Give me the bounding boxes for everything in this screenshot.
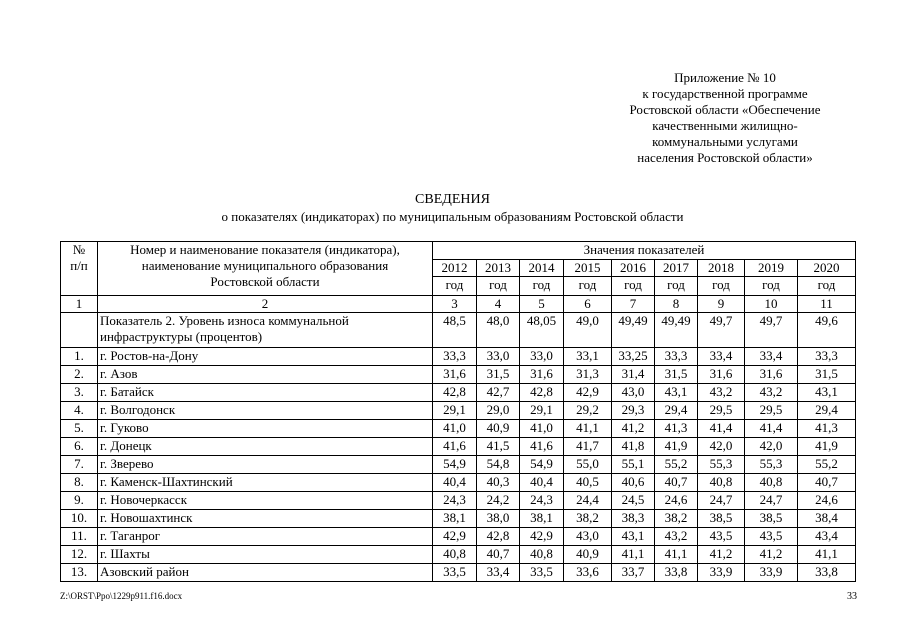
table-row [61, 384, 856, 402]
row-value: 33,1 [564, 348, 612, 366]
table-body [61, 348, 856, 582]
column-number-row [61, 296, 856, 313]
header-name-cell [98, 242, 433, 296]
appendix-line: коммунальными услугами [652, 134, 798, 149]
row-value: 40,3 [477, 474, 520, 492]
indicator-value: 49,49 [655, 313, 698, 348]
row-value: 55,2 [798, 456, 856, 474]
year-cell: 2015 [564, 260, 612, 277]
row-value: 33,4 [745, 348, 798, 366]
row-value: 42,0 [745, 438, 798, 456]
row-value: 41,4 [745, 420, 798, 438]
year-unit-cell: год [520, 277, 564, 296]
row-number: 10. [61, 510, 98, 528]
row-value: 24,2 [477, 492, 520, 510]
appendix-block [600, 70, 850, 166]
year-cell: 2012 [433, 260, 477, 277]
row-value: 33,4 [477, 564, 520, 582]
row-value: 29,4 [798, 402, 856, 420]
row-number: 11. [61, 528, 98, 546]
row-value: 29,5 [745, 402, 798, 420]
row-value: 41,0 [520, 420, 564, 438]
header-name-line: Номер и наименование показателя (индикатора), [130, 242, 400, 257]
row-value: 43,4 [798, 528, 856, 546]
page-number: 33 [847, 591, 857, 602]
row-value: 41,3 [798, 420, 856, 438]
row-value: 24,4 [564, 492, 612, 510]
row-value: 31,6 [698, 366, 745, 384]
row-value: 38,3 [612, 510, 655, 528]
year-unit-cell: год [564, 277, 612, 296]
row-value: 31,5 [655, 366, 698, 384]
table-row [61, 366, 856, 384]
row-value: 41,0 [433, 420, 477, 438]
table-row [61, 492, 856, 510]
row-value: 24,5 [612, 492, 655, 510]
year-cell: 2014 [520, 260, 564, 277]
row-value: 31,6 [745, 366, 798, 384]
row-value: 42,8 [520, 384, 564, 402]
year-cell: 2017 [655, 260, 698, 277]
row-municipality-name: г. Зверево [98, 456, 433, 474]
column-number-cell: 4 [477, 296, 520, 313]
row-municipality-name: г. Донецк [98, 438, 433, 456]
row-value: 31,4 [612, 366, 655, 384]
row-value: 41,9 [655, 438, 698, 456]
row-value: 33,8 [798, 564, 856, 582]
row-value: 41,9 [798, 438, 856, 456]
row-value: 41,1 [564, 420, 612, 438]
indicator-value: 48,5 [433, 313, 477, 348]
row-value: 41,2 [745, 546, 798, 564]
indicator-name-line: инфраструктуры (процентов) [100, 329, 263, 344]
indicator-value: 48,05 [520, 313, 564, 348]
row-value: 41,7 [564, 438, 612, 456]
indicator-value: 48,0 [477, 313, 520, 348]
year-cell: 2019 [745, 260, 798, 277]
row-value: 40,8 [433, 546, 477, 564]
row-municipality-name: г. Новочеркасск [98, 492, 433, 510]
header-name-line: Ростовской области [210, 274, 320, 289]
row-value: 38,4 [798, 510, 856, 528]
row-value: 41,1 [612, 546, 655, 564]
row-value: 40,8 [520, 546, 564, 564]
row-value: 41,6 [433, 438, 477, 456]
row-value: 41,4 [698, 420, 745, 438]
year-unit-cell: год [698, 277, 745, 296]
year-cell: 2013 [477, 260, 520, 277]
indicator-value: 49,49 [612, 313, 655, 348]
row-value: 41,1 [655, 546, 698, 564]
table-row [61, 564, 856, 582]
row-value: 33,5 [520, 564, 564, 582]
row-value: 42,9 [520, 528, 564, 546]
row-value: 24,6 [798, 492, 856, 510]
row-municipality-name: г. Батайск [98, 384, 433, 402]
row-value: 55,3 [745, 456, 798, 474]
row-value: 54,9 [433, 456, 477, 474]
row-value: 42,8 [433, 384, 477, 402]
row-value: 43,1 [655, 384, 698, 402]
row-value: 33,3 [433, 348, 477, 366]
row-value: 40,8 [745, 474, 798, 492]
table-row [61, 456, 856, 474]
row-value: 33,0 [520, 348, 564, 366]
appendix-line: качественными жилищно- [652, 118, 798, 133]
document-subtitle: о показателях (индикаторах) по муниципальным образованиям Ростовской области [221, 209, 684, 224]
row-value: 33,25 [612, 348, 655, 366]
row-value: 38,2 [655, 510, 698, 528]
row-municipality-name: г. Каменск-Шахтинский [98, 474, 433, 492]
column-number-cell: 11 [798, 296, 856, 313]
year-cell: 2016 [612, 260, 655, 277]
indicator-name-cell [98, 313, 433, 348]
row-value: 29,0 [477, 402, 520, 420]
row-value: 38,1 [520, 510, 564, 528]
row-value: 40,8 [698, 474, 745, 492]
row-number: 7. [61, 456, 98, 474]
row-value: 40,7 [798, 474, 856, 492]
indicator-number-cell [61, 313, 98, 348]
year-unit-cell: год [477, 277, 520, 296]
row-value: 55,2 [655, 456, 698, 474]
row-municipality-name: г. Таганрог [98, 528, 433, 546]
row-value: 43,1 [798, 384, 856, 402]
column-number-cell: 3 [433, 296, 477, 313]
row-value: 40,9 [477, 420, 520, 438]
row-value: 40,9 [564, 546, 612, 564]
column-number-cell: 1 [61, 296, 98, 313]
indicator-value: 49,6 [798, 313, 856, 348]
column-number-cell: 6 [564, 296, 612, 313]
row-value: 24,6 [655, 492, 698, 510]
row-municipality-name: г. Волгодонск [98, 402, 433, 420]
row-value: 29,5 [698, 402, 745, 420]
column-number-cell: 2 [98, 296, 433, 313]
footer-file-path: Z:\ORST\Ppo\1229p911.f16.docx [60, 591, 183, 601]
table-row [61, 348, 856, 366]
year-cell: 2020 [798, 260, 856, 277]
row-municipality-name: г. Ростов-на-Дону [98, 348, 433, 366]
row-municipality-name: г. Шахты [98, 546, 433, 564]
row-value: 24,7 [698, 492, 745, 510]
row-value: 43,0 [564, 528, 612, 546]
row-value: 43,1 [612, 528, 655, 546]
row-municipality-name: г. Гуково [98, 420, 433, 438]
row-municipality-name: г. Новошахтинск [98, 510, 433, 528]
table-row [61, 474, 856, 492]
row-value: 40,4 [520, 474, 564, 492]
row-number: 6. [61, 438, 98, 456]
row-value: 33,9 [698, 564, 745, 582]
row-value: 33,5 [433, 564, 477, 582]
row-value: 41,3 [655, 420, 698, 438]
row-number: 9. [61, 492, 98, 510]
appendix-line: Приложение № 10 [674, 70, 776, 85]
row-value: 43,2 [745, 384, 798, 402]
header-row [61, 242, 856, 260]
row-value: 29,4 [655, 402, 698, 420]
header-number-sublabel: п/п [70, 258, 88, 273]
row-value: 40,4 [433, 474, 477, 492]
row-value: 33,3 [655, 348, 698, 366]
row-value: 42,7 [477, 384, 520, 402]
row-value: 55,1 [612, 456, 655, 474]
row-value: 42,9 [433, 528, 477, 546]
row-value: 38,5 [698, 510, 745, 528]
row-value: 31,5 [477, 366, 520, 384]
table-row [61, 546, 856, 564]
row-number: 5. [61, 420, 98, 438]
row-value: 42,0 [698, 438, 745, 456]
row-value: 29,1 [520, 402, 564, 420]
row-municipality-name: г. Азов [98, 366, 433, 384]
year-unit-cell: год [798, 277, 856, 296]
row-value: 55,3 [698, 456, 745, 474]
column-number-cell: 5 [520, 296, 564, 313]
table-row [61, 420, 856, 438]
row-value: 38,1 [433, 510, 477, 528]
indicator-value: 49,7 [698, 313, 745, 348]
row-value: 41,5 [477, 438, 520, 456]
year-unit-cell: год [745, 277, 798, 296]
indicators-table [60, 241, 856, 582]
header-number-cell [61, 242, 98, 296]
column-number-cell: 10 [745, 296, 798, 313]
header-name-line: наименование муниципального образования [141, 258, 389, 273]
row-value: 43,2 [698, 384, 745, 402]
row-municipality-name: Азовский район [98, 564, 433, 582]
indicator-name-line: Показатель 2. Уровень износа коммунальной [100, 313, 349, 328]
table-row [61, 438, 856, 456]
document-title: СВЕДЕНИЯ [415, 192, 490, 207]
column-number-cell: 8 [655, 296, 698, 313]
row-value: 33,7 [612, 564, 655, 582]
row-value: 29,1 [433, 402, 477, 420]
row-value: 43,5 [745, 528, 798, 546]
table-row [61, 402, 856, 420]
row-value: 33,6 [564, 564, 612, 582]
row-value: 33,0 [477, 348, 520, 366]
header-values-label: Значения показателей [433, 242, 856, 260]
table-row [61, 528, 856, 546]
row-value: 33,8 [655, 564, 698, 582]
year-unit-cell: год [612, 277, 655, 296]
row-number: 12. [61, 546, 98, 564]
row-value: 33,4 [698, 348, 745, 366]
row-value: 38,0 [477, 510, 520, 528]
indicator-value: 49,7 [745, 313, 798, 348]
row-value: 42,8 [477, 528, 520, 546]
row-value: 54,8 [477, 456, 520, 474]
appendix-line: населения Ростовской области» [637, 150, 813, 165]
appendix-line: к государственной программе [642, 86, 808, 101]
row-value: 31,6 [433, 366, 477, 384]
row-number: 2. [61, 366, 98, 384]
row-value: 40,5 [564, 474, 612, 492]
row-value: 43,5 [698, 528, 745, 546]
year-unit-cell: год [433, 277, 477, 296]
header-number-label: № [72, 242, 86, 257]
row-number: 13. [61, 564, 98, 582]
row-value: 38,5 [745, 510, 798, 528]
row-value: 31,5 [798, 366, 856, 384]
year-unit-cell: год [655, 277, 698, 296]
row-number: 4. [61, 402, 98, 420]
row-value: 41,1 [798, 546, 856, 564]
row-value: 24,3 [433, 492, 477, 510]
row-value: 43,0 [612, 384, 655, 402]
row-value: 40,7 [477, 546, 520, 564]
row-value: 24,7 [745, 492, 798, 510]
appendix-line: Ростовской области «Обеспечение [629, 102, 821, 117]
row-value: 38,2 [564, 510, 612, 528]
row-value: 31,6 [520, 366, 564, 384]
row-value: 31,3 [564, 366, 612, 384]
row-number: 8. [61, 474, 98, 492]
row-value: 42,9 [564, 384, 612, 402]
row-number: 3. [61, 384, 98, 402]
row-value: 54,9 [520, 456, 564, 474]
row-value: 43,2 [655, 528, 698, 546]
row-number: 1. [61, 348, 98, 366]
row-value: 41,6 [520, 438, 564, 456]
row-value: 41,2 [698, 546, 745, 564]
row-value: 41,2 [612, 420, 655, 438]
column-number-cell: 7 [612, 296, 655, 313]
row-value: 29,3 [612, 402, 655, 420]
row-value: 41,8 [612, 438, 655, 456]
row-value: 24,3 [520, 492, 564, 510]
column-number-cell: 9 [698, 296, 745, 313]
table-row [61, 510, 856, 528]
indicator-row [61, 313, 856, 348]
row-value: 33,3 [798, 348, 856, 366]
row-value: 29,2 [564, 402, 612, 420]
row-value: 33,9 [745, 564, 798, 582]
row-value: 55,0 [564, 456, 612, 474]
indicator-value: 49,0 [564, 313, 612, 348]
row-value: 40,7 [655, 474, 698, 492]
row-value: 40,6 [612, 474, 655, 492]
year-cell: 2018 [698, 260, 745, 277]
